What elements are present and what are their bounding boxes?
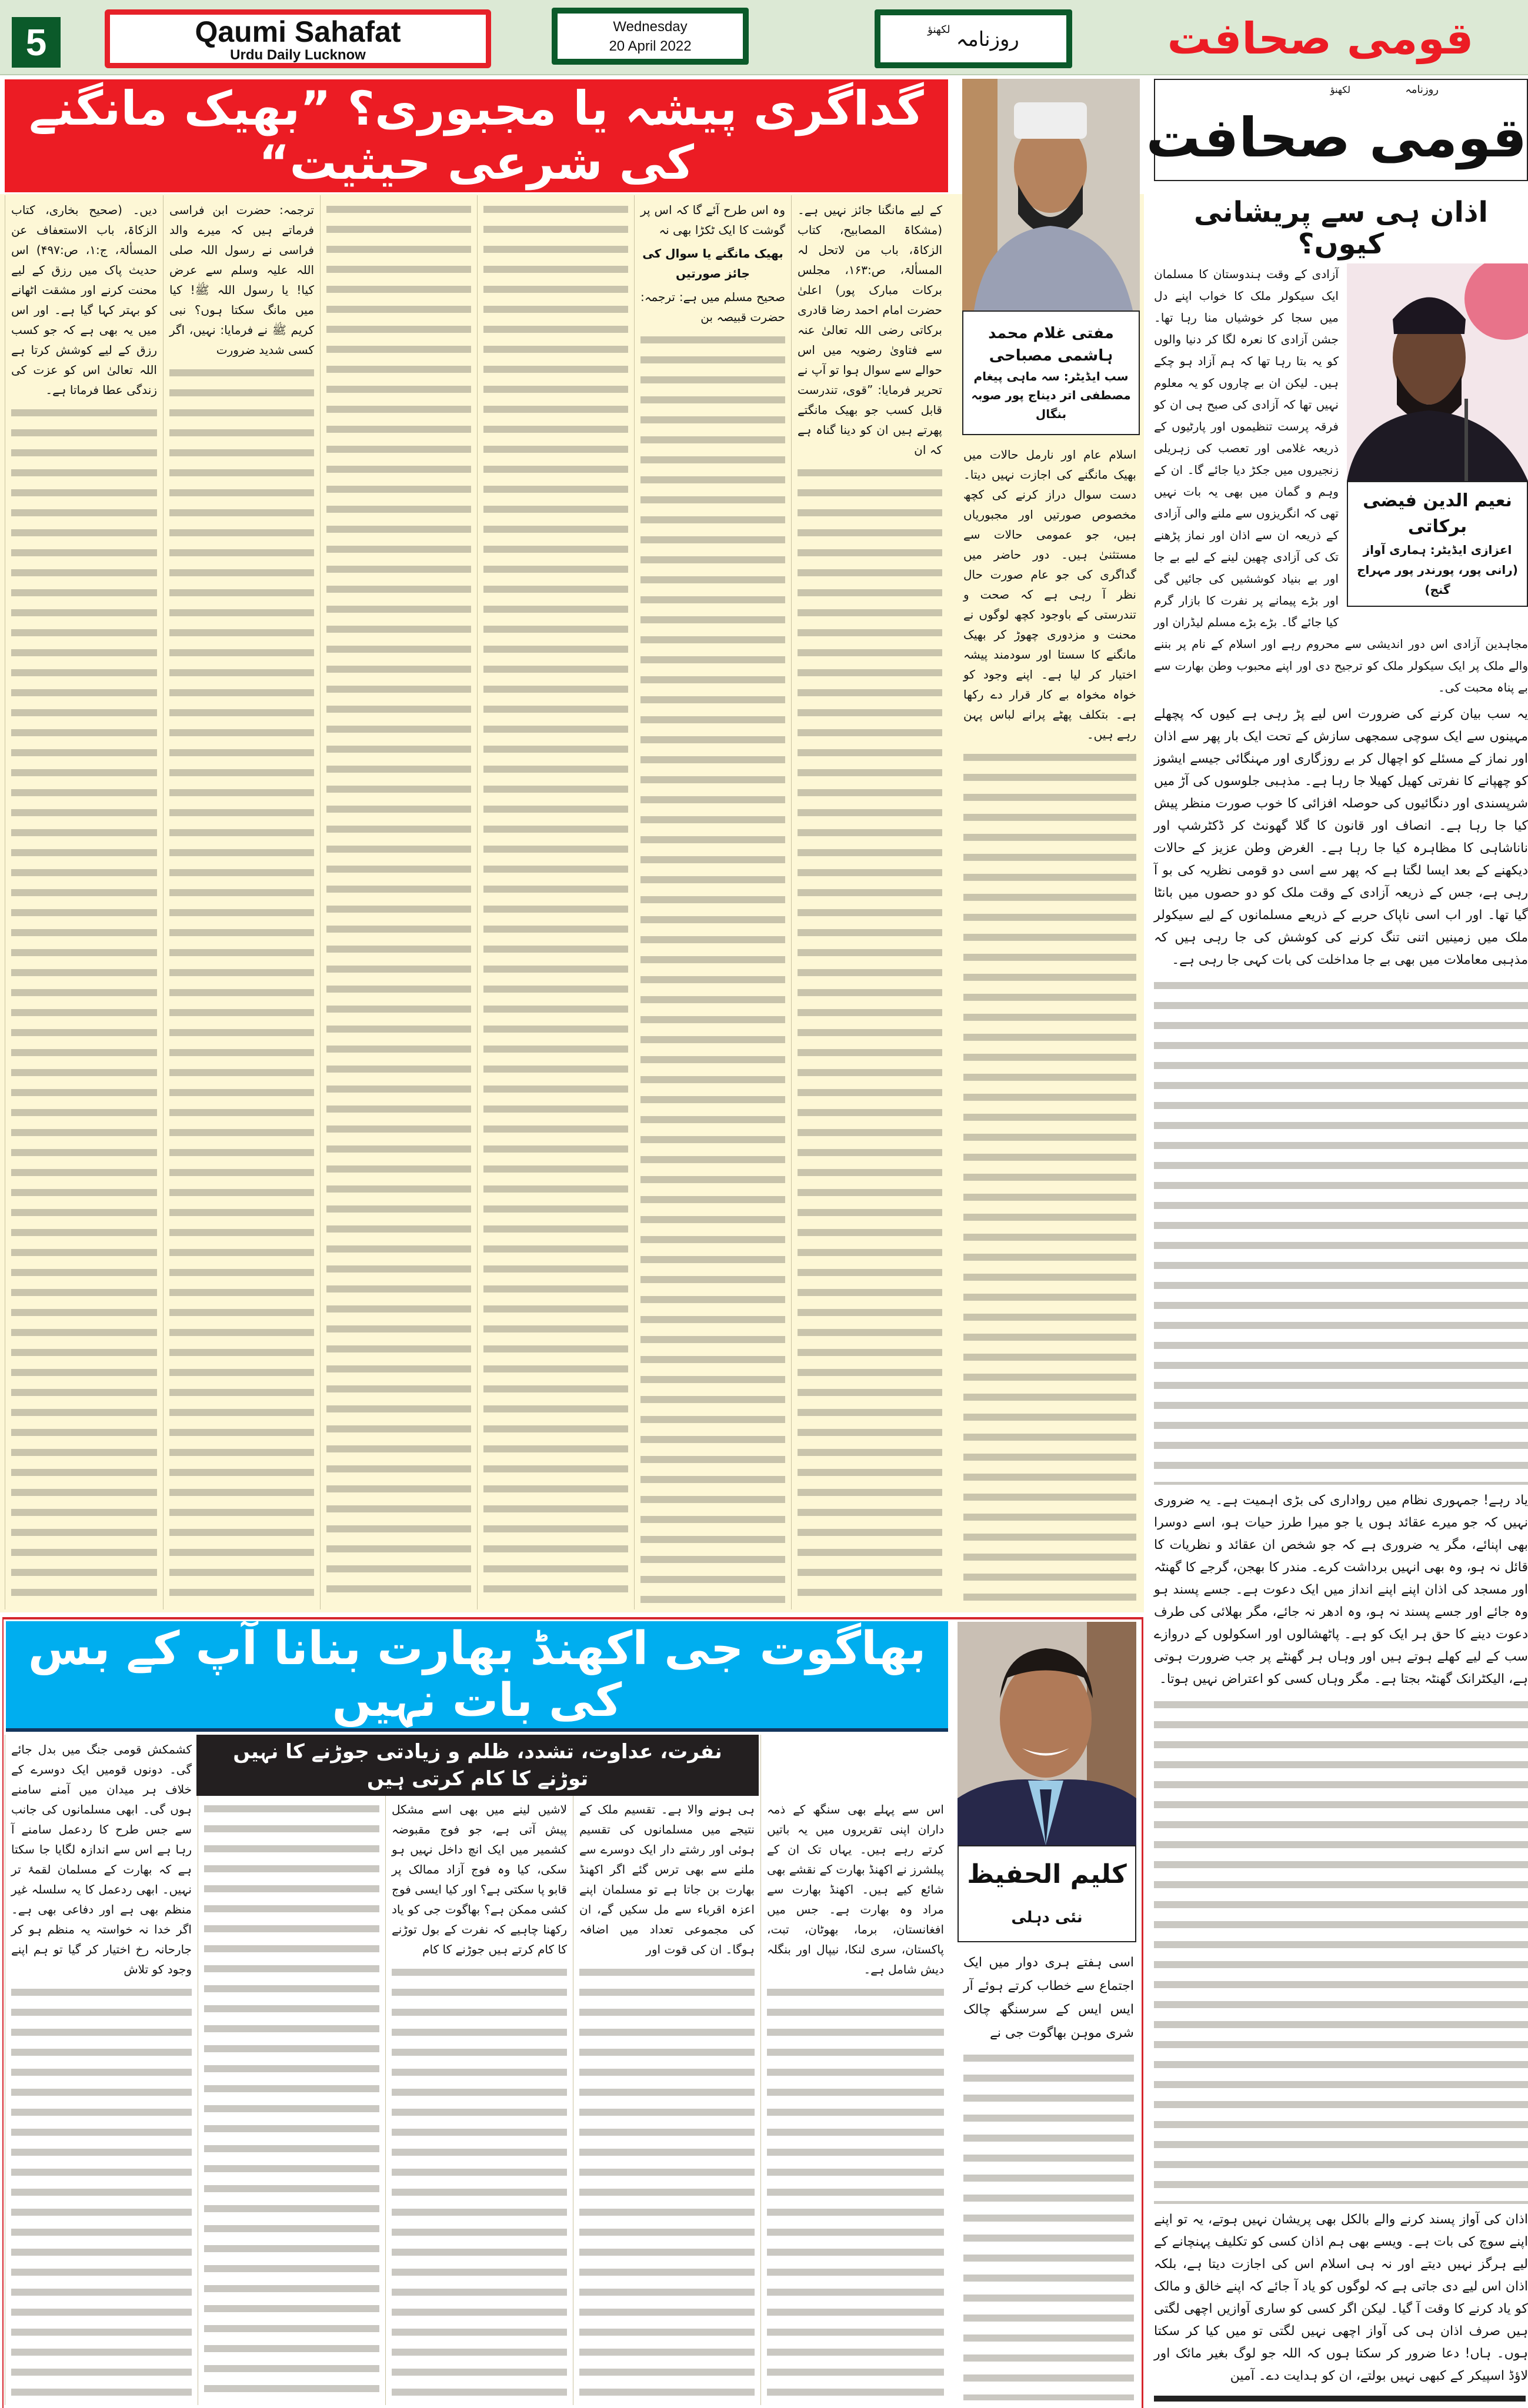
column-text: کے لیے مانگنا جائز نہیں ہے۔ (مشکاۃ المصابیح، کتاب الزکاۃ، باب من لاتحل لہ المسألۃ، ص:۱۶۳، مجلس برکات مبارک پور) اعلیٰ حضرت امام احمد رضا قادری برکاتی رضی اللہ تعالیٰ عنہ سے فتاویٰ رضویہ میں اس حوالے سے سوال ہوا تو آپ نے تحریر فرمایا: ”قوی، تندرست قابل کسب جو بھیک مانگتے پھرتے ہیں ان کو دینا گناہ ہے کہ ان <box>798 203 942 457</box>
article1-column <box>477 195 634 1609</box>
text-lines <box>798 463 942 1605</box>
article1-column <box>320 195 477 1609</box>
urdu-masthead-title: قومی صحافت <box>1167 14 1474 64</box>
article1-byline <box>962 310 1140 435</box>
urdu-city-label: لکھنؤ <box>928 24 950 36</box>
article3-column <box>760 1735 950 2405</box>
text-lines <box>579 1963 755 2400</box>
article1-column <box>634 195 791 1609</box>
text-lines <box>1154 976 1528 1485</box>
text-lines <box>767 1983 944 2400</box>
article2-paragraph: یہ سب بیان کرنے کی ضرورت اس لیے پڑ رہی ہے کیوں کہ پچھلے مہینوں سے ایک سوچی سمجھی سازش کے تحت ایک بار پھر سے اذان اور نماز کے مسئلے کو اچھال کر بے روزگاری اور مہنگائی جیسے ایشوز کو چھپانے کا نفرتی کھیل کھیلا جا رہا ہے۔ مذہبی جلوسوں کی آڑ میں شرپسندی اور دنگائیوں کی حوصلہ افزائی کا خوب صورت منظر پیش کیا جا رہا ہے۔ انصاف اور قانون کا گلا گھونٹ کر ڈکٹرشپ اور ناناشاہی کا مظاہرہ کیا جا رہا ہے۔ الغرض وطن عزیز کے حالات دیکھنے کے بعد ایسا لگتا ہے کہ پھر سے اسی دو قومی نظریہ کی بو آ رہی ہے، جس کے ذریعہ آزادی کے وقت ملک کو دو حصوں میں بانٹا گیا تھا۔ اور اب اسی ناپاک حربے کے ذریعے مسلمانوں کے لیے سیکولر ملک میں زمینیں اتنی تنگ کرنے کی کوشش کی جا رہی ہیں کہ مذہبی معاملات میں بھی بے جا مداخلت کی بات کہی جا رہی ہے۔ <box>1154 707 1528 967</box>
article3-column <box>385 1735 573 2405</box>
author-name: کلیم الحفیظ <box>967 1859 1127 1889</box>
masthead-title: قومی صحافت <box>1146 106 1527 169</box>
article1-author-photo <box>962 79 1140 310</box>
article3-intro-column <box>957 1946 1140 2405</box>
masthead-city: لکھنؤ <box>1330 84 1350 95</box>
text-lines <box>392 1963 567 2400</box>
date-box <box>552 8 749 65</box>
article3-byline <box>957 1845 1136 1942</box>
page-number: 5 <box>12 17 61 68</box>
author-name: مفتی غلام محمد ہاشمی مصباحی <box>988 325 1114 365</box>
article1-intro-column <box>957 440 1142 1610</box>
text-lines <box>963 748 1136 1605</box>
text-lines <box>11 1983 192 2400</box>
text-lines <box>963 2049 1134 2400</box>
article3-column <box>573 1735 760 2405</box>
article1-column <box>791 195 948 1609</box>
article3-intro: اسی ہفتے ہری دوار میں ایک اجتماع سے خطاب کرتے ہوئے آر ایس ایس کے سرسنگھ چالک شری موہن بھاگوت جی نے <box>963 1955 1134 2040</box>
text-lines <box>640 330 785 1605</box>
text-lines <box>326 200 471 1605</box>
author-location: مصطفی اتر دیناج پور صوبہ بنگال <box>971 388 1131 421</box>
author-name: نعیم الدین فیضی برکاتی <box>1363 490 1512 537</box>
author-location: (رانی پور، پورندر پور مہراج گنج) <box>1357 563 1518 597</box>
column-text: اس سے پہلے بھی سنگھ کے ذمہ داران اپنی تقریروں میں یہ باتیں کرتے رہے ہیں۔ یہاں تک ان کے پبلشرز نے اکھنڈ بھارت کے نقشے بھی شائع کیے ہیں۔ اکھنڈ بھارت سے مراد وہ بھارت ہے۔ جس میں افغانستان، برما، بھوٹان، تبت، پاکستان، سری لنکا، نیپال اور بنگلہ دیش شامل ہے۔ <box>767 1802 944 1976</box>
english-masthead <box>105 9 491 68</box>
article3-subheadline: نفرت، عداوت، تشدد، ظلم و زیادتی جوڑنے کا نہیں توڑنے کا کام کرتی ہیں <box>196 1735 759 1796</box>
masthead-daily: روزنامہ <box>1405 84 1439 96</box>
column-text: دیں۔ (صحیح بخاری، کتاب الزکاۃ، باب الاستعفاف عن المسألۃ، ج:۱، ص:۴۹۷) اس حدیث پاک میں رزق کے لیے محنت کرنے اور مشقت اٹھانے کو بہتر کہا گیا ہے۔ اور اس میں یہ بھی ہے کہ جو کسب رزق کے لیے کوشش کرتا ہے اللہ تعالیٰ اس کو عزت کی زندگی عطا فرماتا ہے۔ <box>11 203 158 397</box>
article1-column <box>5 195 163 1609</box>
article2-author-photo <box>1347 263 1528 481</box>
column-text: ہی ہونے والا ہے۔ تقسیم ملک کے نتیجے میں مسلمانوں کی تقسیم ہوئی اور رشتے دار ایک دوسرے سے ملنے سے بھی ترس گئے اگر اکھنڈ بھارت بن جاتا ہے تو مسلمان اپنے اعزہ اقرباء سے مل سکیں گے، ان کی مجموعی تعداد میں اضافہ ہوگا۔ ان کی قوت اور <box>579 1802 755 1956</box>
article3-columns <box>5 1735 950 2405</box>
article2-top <box>1154 263 1528 699</box>
english-subtitle: Urdu Daily Lucknow <box>230 47 366 63</box>
article3-author-photo <box>957 1622 1136 1845</box>
article2-intro: آزادی کے وقت ہندوستان کا مسلمان ایک سیکولر ملک کا خواب اپنے دل میں سجا کر خوشیاں منا رہا تھا۔ جشن آزادی کا نعرہ لگا کر دنیا والوں کو یہ بتا رہا تھا کہ ہم آزاد ہو چکے ہیں۔ لیکن ان بے چاروں کو یہ معلوم نہیں تھا کہ آزادی کی صبح ہی ان کو فرقہ پرست تنظیموں اور پارٹیوں کے ذریعہ غلامی اور تعصب کی زہریلی زنجیروں میں جکڑ دیا جائے گا۔ ان کے وہم و گمان میں بھی یہ بات نہیں تھی کہ انگریزوں سے ملنے والی آزادی کے ذریعہ ان سے اذان اور نماز پڑھنے تک کی آزادی چھین لینے کے لیے بے جا اور بے بنیاد کوششیں کی جائیں گی اور بڑے پیمانے پر نفرت کا بازار گرم کیا جائے گا۔ بڑے بڑے مسلم لیڈران اور مجاہدین آزادی اس دور اندیشی سے محروم رہے اور اسلام کے نام پر بننے والے ملک پر ایک سیکولر ملک کو ترجیح دی اور اپنے محبوب وطن بھارت سے بے پناہ محبت کی۔ <box>1154 267 1528 694</box>
urdu-daily-label: روزنامہ <box>956 27 1019 51</box>
article2-author-box <box>1347 263 1528 607</box>
column-text: کشمکش قومی جنگ میں بدل جائے گی۔ دونوں قومیں ایک دوسرے کے خلاف ہر میدان میں آمنے سامنے ہوں گی۔ ابھی مسلمانوں کی جانب سے جس طرح کا ردعمل سامنے آ رہا ہے اس سے اندازہ لگایا جا سکتا ہے کہ بھارت کے مسلمان لقمۂ تر نہیں۔ ابھی ردعمل کا یہ سلسلہ غیر منظم بھی ہے اور دفاعی بھی ہے۔ اگر خدا نہ خواستہ یہ منظم ہو کر جارحانہ رخ اختیار کر گیا تو ہم اپنے وجود کو تلاش <box>11 1742 192 1976</box>
english-title: Qaumi Sahafat <box>195 15 401 48</box>
article1-intro: اسلام عام اور نارمل حالات میں بھیک مانگنے کی اجازت نہیں دیتا۔ دست سوال دراز کرنے کی کچھ مخصوص صورتیں اور مجبوریاں ہیں، جو عمومی حالات سے مستثنیٰ ہیں۔ دور حاضر میں گداگری کی جو عام صورت حال نظر آ رہی ہے کہ صحت و تندرستی کے باوجود کچھ لوگوں نے محنت و مزدوری چھوڑ کر بھیک مانگنے کا سستا اور سودمند پیشہ اختیار کر لیا ہے۔ اپنے وجود کو خواہ مخواہ بے کار قرار دے رکھا ہے۔ بتکلف پھٹے پرانے لباس پہن رہے ہیں۔ <box>963 447 1136 742</box>
article1-columns <box>5 195 948 1609</box>
article2-paragraph: یاد رہے! جمہوری نظام میں رواداری کی بڑی اہمیت ہے۔ یہ ضروری نہیں کہ جو میرے عقائد ہوں یا جو میرا طرز حیات ہو، اسے دوسرا بھی اپنائے، مگر یہ ضروری ہے کہ جو شخص ان عقائد و نظریات کا قائل نہ ہو، وہ بھی انہیں برداشت کرے۔ مندر کا بھجن، گرجے کا گھنٹہ اور مسجد کی اذان اپنے اپنے انداز میں ایک دعوت ہے۔ جسے پسند ہو وہ جائے اور جسے پسند نہ ہو، وہ ادھر نہ جائے، مگر بھلائی کی طرف دعوت دینے کا حق ہر ایک کو ہے۔ پاٹھشالوں اور اسکولوں کے دروازے سب کے لیے کھلے ہوتے ہیں اور وہاں ہر گھنٹے پر جب ضرورت ہوتی ہے، الیکٹرانک گھنٹہ بجتا ہے۔ مگر وہاں کسی کو اعتراض نہیں ہوتا۔ <box>1154 1493 1528 1686</box>
column-text: صحیح مسلم میں ہے: ترجمہ: حضرت قبیصہ بن <box>640 290 785 324</box>
article3-column <box>5 1735 198 2405</box>
article-end-rule <box>1154 2396 1526 2402</box>
text-lines <box>483 200 628 1605</box>
right-masthead <box>1146 79 1528 181</box>
column-text: ترجمہ: حضرت ابن فراسی فرماتے ہیں کہ میرے والد فراسی نے رسول اللہ صلی اللہ علیہ وسلم سے عرض کیا! یا رسول اللہ ﷺ! کیا میں مانگ سکتا ہوں؟ نبی کریم ﷺ نے فرمایا: نہیں، اگر کسی شدید ضرورت <box>169 203 314 357</box>
weekday: Wednesday <box>613 19 688 35</box>
text-lines <box>1154 1695 1528 2204</box>
date: 20 April 2022 <box>609 38 692 54</box>
column-text: وہ اس طرح آئے گا کہ اس پر گوشت کا ایک ٹکڑا بھی نہ <box>640 203 785 237</box>
article3-column <box>198 1735 385 2405</box>
text-lines <box>169 363 314 1605</box>
article2-body <box>1154 263 1528 2392</box>
column-subhead: بھیک مانگنے یا سوال کی جائز صورتیں <box>642 246 783 280</box>
author-location: نئی دہلی <box>1011 1909 1083 1926</box>
text-lines <box>11 403 157 1605</box>
article1-headline: گداگری پیشہ یا مجبوری؟ ”بھیک مانگنے کی شرعی حیثیت“ <box>5 79 948 192</box>
article2-headline: اذان ہی سے پریشانی کیوں؟ <box>1193 196 1488 260</box>
column-text: لاشیں لینے میں بھی اسے مشکل پیش آتی ہے، جو فوج مقبوضہ کشمیر میں ایک انچ داخل نہیں ہو سکی، کیا وہ فوج آزاد ممالک پر قابو پا سکتی ہے؟ اور کیا ایسی فوج کشی ممکن ہے؟ بھاگوت جی کو یاد رکھنا چاہیے کہ نفرت کے بول توڑنے کا کام کرتے ہیں جوڑنے کا کام <box>392 1802 567 1956</box>
article1-column <box>163 195 320 1609</box>
author-designation: اعزازی ایڈیٹر: ہماری آواز <box>1363 543 1512 557</box>
author-designation: سب ایڈیٹر: سہ ماہی پیغام <box>973 369 1129 383</box>
text-lines <box>204 1799 379 2400</box>
article3-headline: بھاگوت جی اکھنڈ بھارت بنانا آپ کے بس کی بات نہیں <box>6 1621 948 1732</box>
article2-byline <box>1347 481 1528 607</box>
page-header <box>0 0 1528 75</box>
urdu-daily-box <box>875 9 1072 68</box>
article2-paragraph: اذان کی آواز پسند کرنے والے بالکل بھی پریشان نہیں ہوتے، یہ تو اپنے اپنے سوچ کی بات ہے۔ ویسے بھی ہم اذان کسی کو تکلیف پہنچانے کے لیے ہرگز نہیں دیتے اور نہ ہی اسلام اس کی اجازت دیتا ہے، بلکہ اذان اس لیے دی جاتی ہے کہ لوگوں کو یاد آ جائے کہ اپنے خالق و مالک کو یاد کرنے کا وقت آ گیا۔ لیکن اگر کسی کو ساری آوازیں اچھی لگتی ہیں صرف اذان ہی کی آواز اچھی نہیں لگتی تو میں کیا کر سکتا ہوں۔ ہاں! دعا ضرور کر سکتا ہوں کہ اللہ جو لوگ بغیر مائک اور لاؤڈ اسپیکر کے کبھی نہیں بولتے، ان کو ہدایت دے۔ آمین <box>1154 2212 1528 2383</box>
